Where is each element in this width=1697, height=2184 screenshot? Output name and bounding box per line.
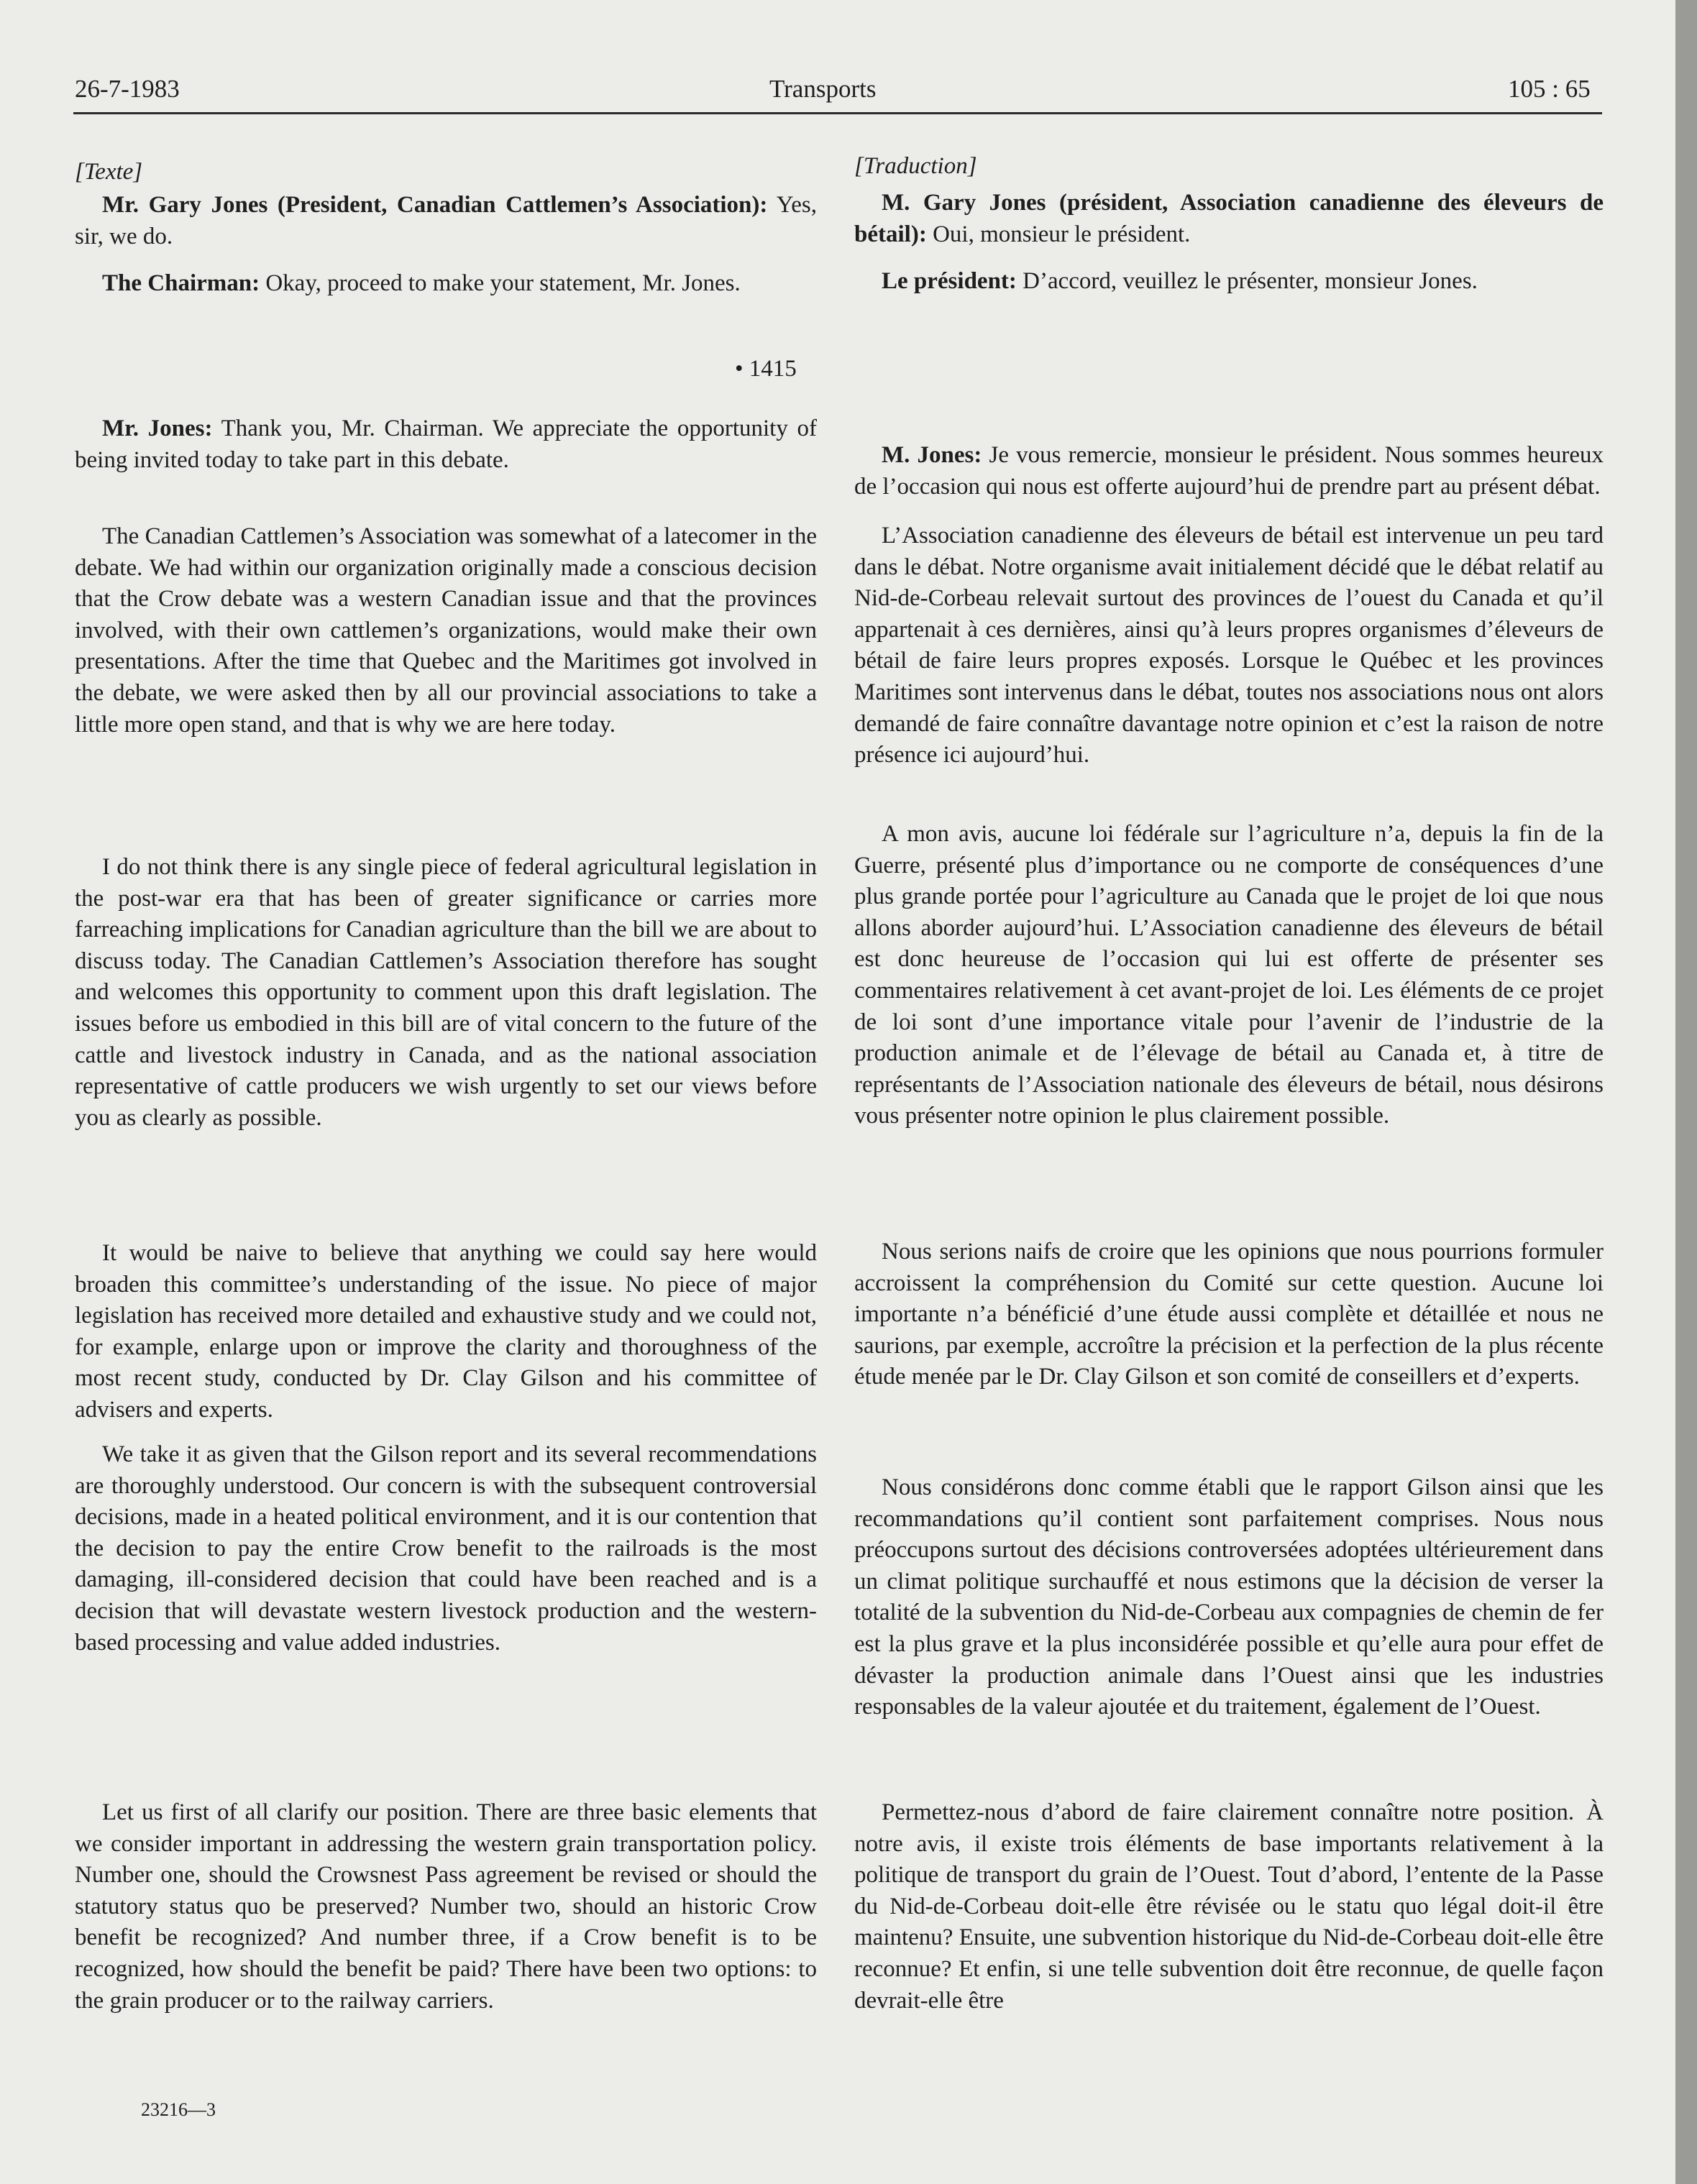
page-edge-shadow (1675, 0, 1697, 2184)
right-p2-text: A mon avis, aucune loi fédérale sur l’agriculture n’a, depuis la fin de la Guerre, présenté plus d’importance ou ne comporte de conséquences d’une plus grande portée pour l’agriculture au Canada que le projet de loi que nous allons aborder aujourd’hui. L’Association canadienne des éleveurs de bétail est donc heureuse de l’occasion qui lui est offerte de présenter ses commentaires relativement à cet avant-projet de loi. Les éléments de ce projet de loi sont d’une importance vitale pour l’avenir de l’industrie de la production animale et de l’élevage de bétail au Canada et, à titre de représentants de l’Association nationale des éleveurs de bétail, nous désirons vous présenter notre opinion le plus clairement possible. (854, 821, 1604, 1129)
left-b1-text: Yes, sir, we do. (75, 192, 817, 249)
left-paragraph-5 (75, 1797, 817, 2016)
header-date: 26-7-1983 (75, 75, 180, 103)
right-block-3 (854, 440, 1604, 503)
left-p5-text: Let us first of all clarify our position. There are three basic elements that we consider important in addressing the western grain transportation policy. Number one, should the Crowsnest Pass agreement be revised or should the statutory status quo be preserved? Number two, should an historic Crow benefit be recognized? And number three, if a Crow benefit is to be recognized, how should the benefit be paid? There have been two options: to the grain producer or to the railway carriers. (75, 1799, 817, 2014)
right-block-1 (854, 188, 1604, 250)
left-paragraph-1 (75, 521, 817, 740)
footer-code: 23216—3 (141, 2099, 216, 2120)
left-block-3 (75, 413, 817, 476)
left-section-tag: [Texte] (75, 159, 143, 185)
right-b2-text: D’accord, veuillez le présenter, monsieur Jones. (1016, 268, 1478, 294)
left-b2-text: Okay, proceed to make your statement, Mr. Jones. (260, 270, 741, 296)
left-p2-text: I do not think there is any single piece of federal agricultural legislation in the post-war era that has been of greater significance or carries more farreaching implications for Canadian agriculture than the bill we are about to discuss today. The Canadian Cattlemen’s Association therefore has sought and welcomes this opportunity to comment upon this draft legislation. The issues before us embodied in this bill are of vital concern to the future of the cattle and livestock industry in Canada, and as the national association representative of cattle producers we wish urgently to set our views before you as clearly as possible. (75, 854, 817, 1131)
right-b1-text: Oui, monsieur le président. (926, 221, 1191, 247)
right-p5-text: Permettez-nous d’abord de faire clairement connaître notre position. À notre avis, il existe trois éléments de base importants relativement à la politique de transport du grain de l’Ouest. Tout d’abord, l’entente de la Passe du Nid-de-Corbeau doit-elle être révisée ou le statu quo légal doit-il être maintenu? Ensuite, une subvention historique du Nid-de-Corbeau doit-elle être reconnue? Et enfin, si une telle subvention doit être reconnue, de quelle façon devrait-elle être (854, 1799, 1604, 2014)
left-p4-text: We take it as given that the Gilson report and its several recommendations are thoroughly understood. Our concern is with the subsequent controversial decisions, made in a heated political environment, and it is our contention that the decision to pay the entire Crow benefit to the railroads is the most damaging, ill-considered decision that could have been reached and is a decision that will devastate western livestock production and the western-based processing and value added industries. (75, 1441, 817, 1656)
right-paragraph-5 (854, 1797, 1604, 2016)
left-p3-text: It would be naive to believe that anything we could say here would broaden this committee’s understanding of the issue. No piece of major legislation has received more detailed and exhaustive study and we could not, for example, enlarge upon or improve the clarity and thoroughness of the most recent study, conducted by Dr. Clay Gilson and his committee of advisers and experts. (75, 1240, 817, 1423)
left-block-1 (75, 190, 817, 252)
left-paragraph-2 (75, 852, 817, 1134)
left-paragraph-4 (75, 1439, 817, 1658)
right-b3-speaker: M. Jones: (882, 442, 982, 468)
left-paragraph-3 (75, 1238, 817, 1426)
header-title: Transports (769, 75, 877, 103)
right-p4-text: Nous considérons donc comme établi que le rapport Gilson ainsi que les recommandations qu’il contient sont parfaitement comprises. Nous nous préoccupons surtout des décisions controversées adoptées ultérieurement dans un climat politique surchauffé et nous estimons que la décision de verser la totalité de la subvention du Nid-de-Corbeau aux compagnies de chemin de fer est la plus grave et la plus inconsidérée possible et qu’elle aura pour effet de dévaster la production animale dans l’Ouest ainsi que les industries responsables de la valeur ajoutée et du traitement, également de l’Ouest. (854, 1474, 1604, 1720)
right-paragraph-4 (854, 1472, 1604, 1723)
right-paragraph-1 (854, 520, 1604, 771)
right-paragraph-2 (854, 819, 1604, 1132)
right-b3-text: Je vous remercie, monsieur le président. Nous sommes heureux de l’occasion qui nous est offerte aujourd’hui de prendre part au présent débat. (854, 442, 1604, 500)
right-paragraph-3 (854, 1236, 1604, 1393)
time-marker: • 1415 (735, 356, 797, 382)
left-b1-speaker: Mr. Gary Jones (President, Canadian Cattlemen’s Association): (102, 192, 768, 218)
right-p1-text: L’Association canadienne des éleveurs de bétail est intervenue un peu tard dans le débat. Notre organisme avait initialement décidé que le débat relatif au Nid-de-Corbeau relevait surtout des provinces de l’ouest du Canada et qu’il appartenait à ces dernières, ainsi qu’à leurs propres organismes d’éleveurs de bétail de faire leurs propres exposés. Lorsque le Québec et les provinces Maritimes sont intervenus dans le débat, toutes nos associations nous ont alors demandé de faire connaître davantage notre opinion et c’est la raison de notre présence ici aujourd’hui. (854, 523, 1604, 768)
right-p3-text: Nous serions naifs de croire que les opinions que nous pourrions formuler accroissent la compréhension du Comité sur cette question. Aucune loi importante n’a bénéficié d’une étude aussi complète et détaillée et nous ne saurions, par exemple, accroître la précision et la perfection de la plus récente étude menée par le Dr. Clay Gilson et son comité de conseillers et d’experts. (854, 1239, 1604, 1390)
header-rule (73, 112, 1602, 114)
left-b2-speaker: The Chairman: (102, 270, 260, 296)
right-section-tag: [Traduction] (854, 153, 977, 179)
right-block-2 (854, 266, 1604, 298)
left-p1-text: The Canadian Cattlemen’s Association was somewhat of a latecomer in the debate. We had within our organization originally made a conscious decision that the Crow debate was a western Canadian issue and that the provinces involved, with their own cattlemen’s organizations, would make their own presentations. After the time that Quebec and the Maritimes got involved in the debate, we were asked then by all our provincial associations to take a little more open stand, and that is why we are here today. (75, 523, 817, 738)
left-block-2 (75, 268, 817, 300)
right-b1-speaker: M. Gary Jones (président, Association canadienne des éleveurs de bétail): (854, 190, 1604, 247)
left-b3-speaker: Mr. Jones: (102, 416, 213, 441)
header-page-number: 105 : 65 (1508, 75, 1591, 103)
right-b2-speaker: Le président: (882, 268, 1017, 294)
left-b3-text: Thank you, Mr. Chairman. We appreciate the opportunity of being invited today to take part in this debate. (75, 416, 817, 473)
